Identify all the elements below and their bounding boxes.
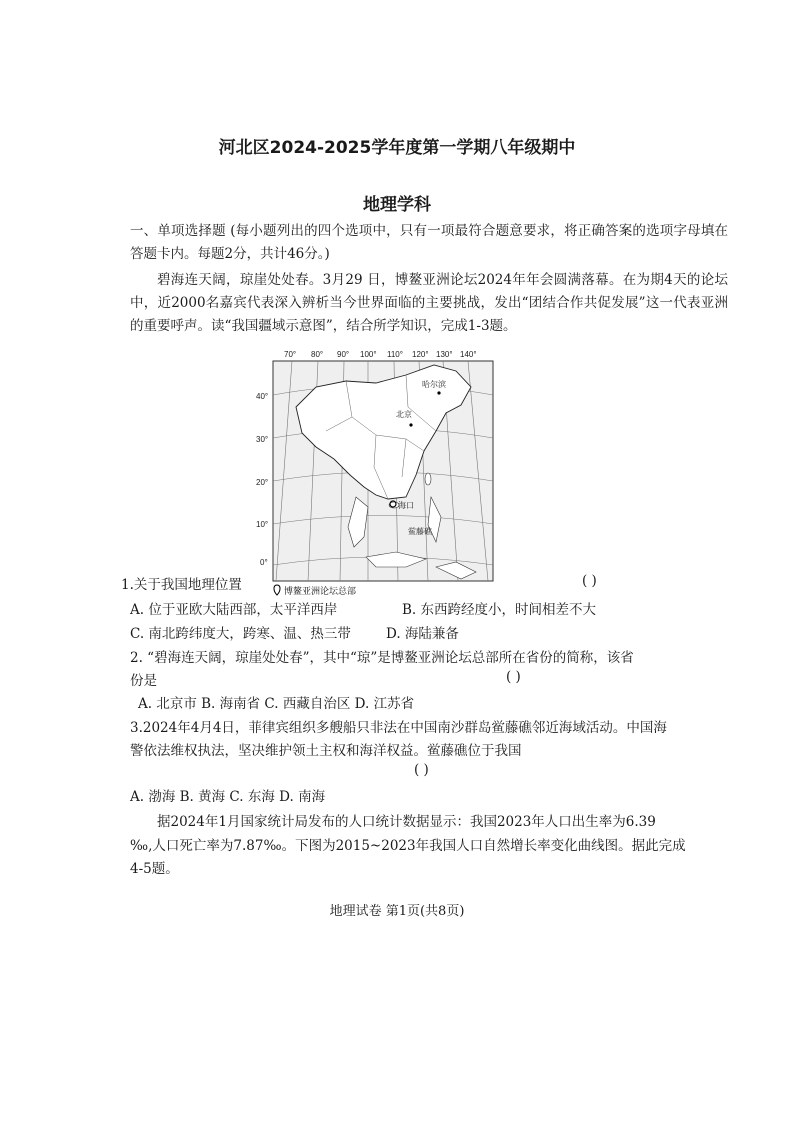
place-label: 北京 xyxy=(396,410,412,419)
place-label: 哈尔滨 xyxy=(422,380,446,389)
lat-label: 30° xyxy=(256,435,269,444)
q3-answer-paren: ( ) xyxy=(414,762,429,778)
lat-label: 20° xyxy=(256,478,269,487)
q2-answer-paren: ( ) xyxy=(506,669,521,685)
q1-answer-paren: ( ) xyxy=(582,573,597,589)
passage-2-line2: ‰,人口死亡率为7.87‰。下图为2015~2023年我国人口自然增长率变化曲线图。据此完成 xyxy=(130,838,686,854)
passage-1: 碧海连天阔，琼崖处处春。3月29 日，博鳌亚洲论坛2024年年会圆满落幕。在为期4天的论坛中，近2000名嘉宾代表深入辨析当今世界面临的主要挑战，发出“团结合作共促发展”这一代表亚洲的重要呼声。读“我国疆域示意图”，结合所学知识，完成1-3题。 xyxy=(130,272,728,334)
place-label: 鲎藤礁 xyxy=(408,527,432,536)
lon-label: 80° xyxy=(311,350,324,359)
lon-label: 110° xyxy=(387,350,403,359)
lat-label: 0° xyxy=(260,558,268,567)
q1-option-a: A. 位于亚欧大陆西部，太平洋西岸 xyxy=(130,602,338,618)
exam-subtitle: 地理学科 xyxy=(363,195,431,215)
lat-label: 40° xyxy=(256,392,269,401)
china-territory-map xyxy=(256,347,496,597)
lon-label: 120° xyxy=(412,350,429,359)
place-label: 海口 xyxy=(398,501,414,510)
lon-label: 90° xyxy=(337,350,350,359)
q2-options: A. 北京市 B. 海南省 C. 西藏自治区 D. 江苏省 xyxy=(138,696,415,712)
lon-label: 70° xyxy=(284,350,297,359)
lat-label: 10° xyxy=(256,520,269,529)
city-dot xyxy=(437,391,440,394)
passage-2-line3: 4-5题。 xyxy=(130,861,179,877)
city-dot xyxy=(409,423,412,426)
page-footer: 地理试卷 第1页(共8页) xyxy=(329,904,465,919)
q3-options: A. 渤海 B. 黄海 C. 东海 D. 南海 xyxy=(130,789,326,805)
q3-stem-line2: 警依法维权执法，坚决维护领土主权和海洋权益。鲎藤礁位于我国 xyxy=(130,743,522,759)
map-svg xyxy=(256,347,496,597)
exam-title: 河北区2024-2025学年度第一学期八年级期中 xyxy=(218,138,576,158)
lon-label: 130° xyxy=(436,350,453,359)
q1-option-c: C. 南北跨纬度大，跨寒、温、热三带 xyxy=(130,626,351,642)
q1-option-b: B. 东西跨经度小，时间相差不大 xyxy=(402,602,597,618)
q2-stem-line2: 份是 xyxy=(130,673,157,689)
taiwan-island xyxy=(425,473,431,485)
lon-label: 140° xyxy=(460,350,477,359)
map-legend xyxy=(274,585,356,596)
legend-label: 博鳌亚洲论坛总部 xyxy=(284,586,357,596)
q1-stem: 1.关于我国地理位置 xyxy=(121,577,242,593)
q2-stem-line1: 2. “碧海连天阔，琼崖处处春”，其中“琼”是博鳌亚洲论坛总部所在省份的简称，该省 xyxy=(130,650,634,666)
passage-2-line1: 据2024年1月国家统计局发布的人口统计数据显示：我国2023年人口出生率为6.39 xyxy=(157,814,656,830)
q1-option-d: D. 海陆兼备 xyxy=(386,626,459,642)
q3-stem-line1: 3.2024年4月4日，菲律宾组织多艘船只非法在中国南沙群岛鲎藤礁邻近海域活动。中国海 xyxy=(130,720,667,736)
lon-label: 100° xyxy=(360,350,377,359)
section-instructions: 一、单项选择题 (每小题列出的四个选项中，只有一项最符合题意要求，将正确答案的选项字母填在答题卡内。每题2分，共计46分。) xyxy=(130,223,728,262)
